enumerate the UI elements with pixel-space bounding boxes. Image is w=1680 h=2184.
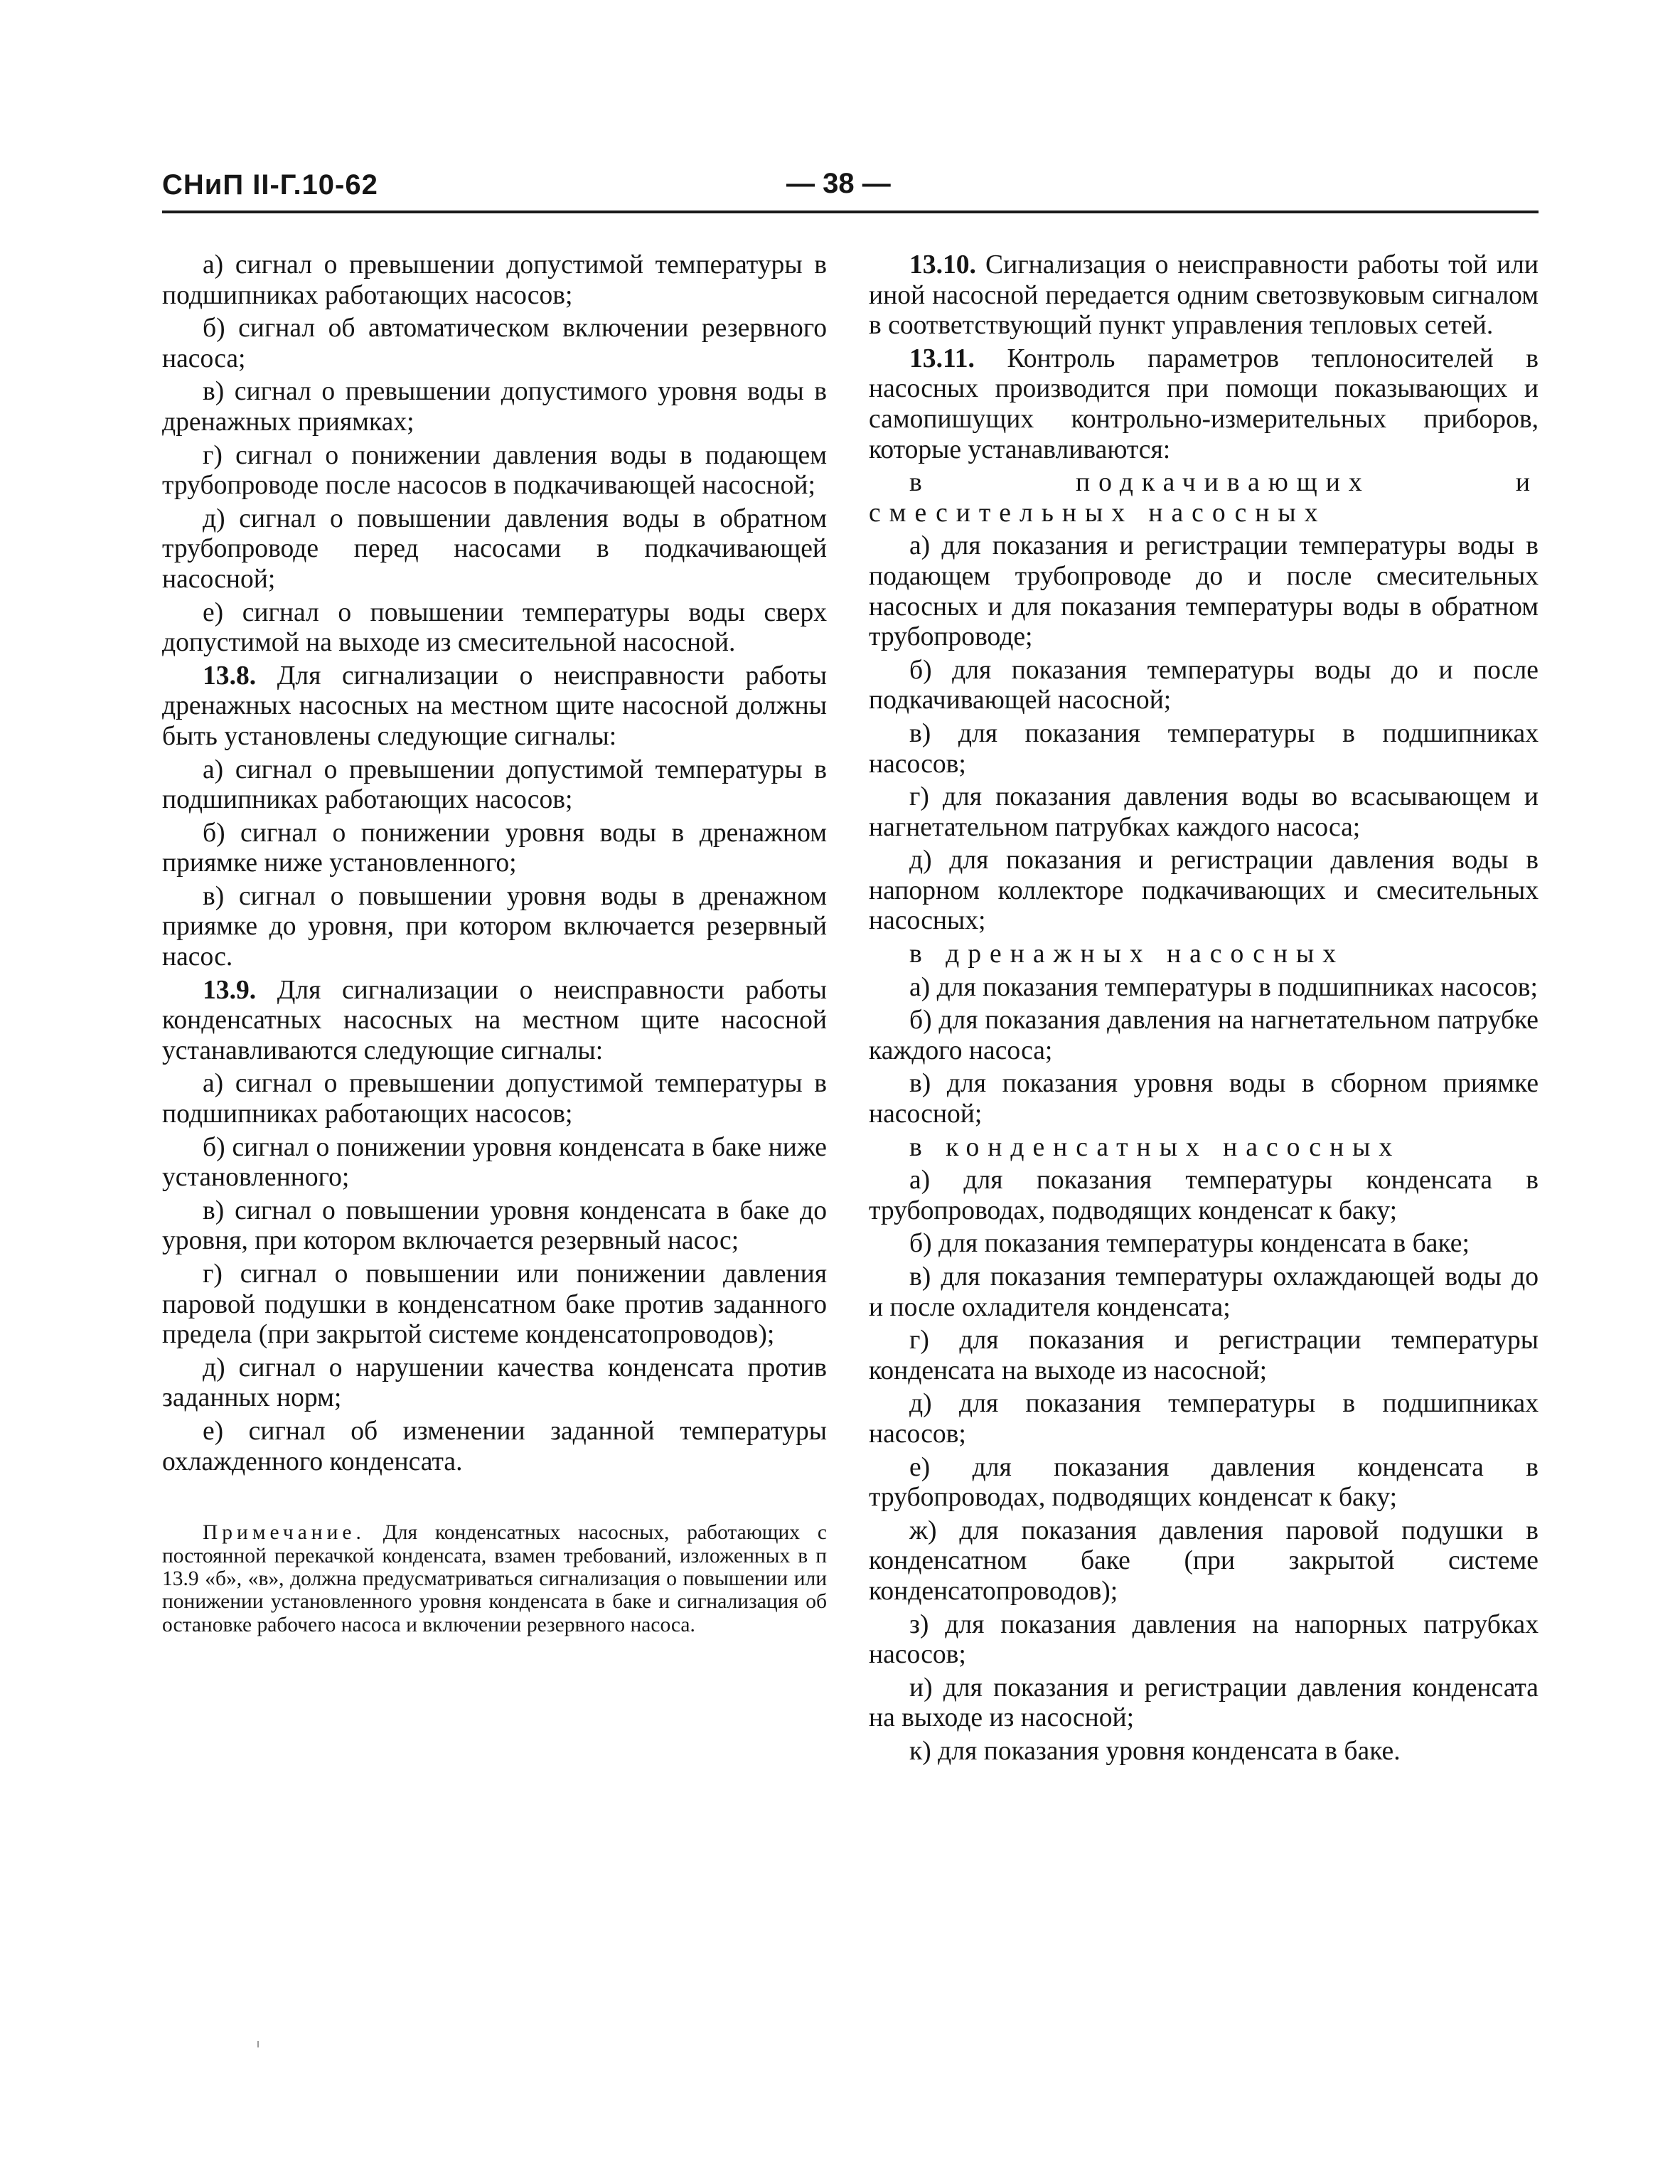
- list-item: а) сигнал о превышении допустимой температуры в подшипниках работающих насосов;: [162, 1069, 827, 1129]
- clause-number: 13.10.: [909, 250, 976, 279]
- clause-number: 13.8.: [203, 661, 257, 691]
- list-item: б) сигнал о понижении уровня конденсата в баке ниже установленного;: [162, 1132, 827, 1193]
- clause-number: 13.9.: [203, 975, 257, 1005]
- list-item: е) для показания давления конденсата в трубопроводах, подводящих конденсат к баку;: [869, 1452, 1539, 1513]
- clause-text: Для сигнализации о неисправности работы конденсатных насосных на местном щите насосной устанавливаются следующие сигналы:: [162, 975, 827, 1065]
- group-heading: в дренажных насосных: [909, 939, 1345, 969]
- list-item: г) для показания и регистрации температуры конденсата на выходе из насосной;: [869, 1326, 1539, 1385]
- list-item: г) для показания давления воды во всасывающем и нагнетательном патрубках каждого насоса;: [869, 782, 1539, 842]
- list-item: б) сигнал о понижении уровня воды в дренажном приямке ниже установленного;: [162, 818, 827, 878]
- list-item: ж) для показания давления паровой подушки в конденсатном баке (при закрытой системе конденсатопроводов);: [869, 1516, 1539, 1606]
- list-item: в) для показания уровня воды в сборном приямке насосной;: [869, 1069, 1539, 1129]
- scan-speck: [257, 2041, 259, 2047]
- list-item: в) сигнал о повышении уровня воды в дренажном приямке до уровня, при котором включается резервный насос.: [162, 881, 827, 972]
- group-heading: в конденсатных насосных: [909, 1132, 1401, 1162]
- list-item: е) сигнал об изменении заданной температуры охлажденного конденсата.: [162, 1416, 827, 1476]
- list-item: а) сигнал о превышении допустимой температуры в подшипниках работающих насосов;: [162, 250, 827, 310]
- clause-text: Сигнализация о неисправности работы той или иной насосной передается одним светозвуковым сигналом в соответствующий пункт управления тепловых сетей.: [869, 250, 1539, 341]
- list-item: д) для показания температуры в подшипниках насосов;: [869, 1389, 1539, 1449]
- clause-text: Контроль параметров теплоносителей в насосных производится при помощи показывающих и самопишущих контрольно-измерительных приборов, которые устанавливаются:: [869, 343, 1539, 464]
- clause-text: Для сигнализации о неисправности работы дренажных насосных на местном щите насосной должны быть установлены следующие сигналы:: [162, 661, 827, 751]
- list-item: и) для показания и регистрации давления конденсата на выходе из насосной;: [869, 1673, 1539, 1733]
- list-item: в) для показания температуры охлаждающей воды до и после охладителя конденсата;: [869, 1262, 1539, 1322]
- list-item: д) для показания и регистрации давления воды в напорном коллекторе подкачивающих и смесительных насосных;: [869, 846, 1539, 936]
- clause-13-9: [162, 976, 827, 1067]
- note-label: Примечание.: [203, 1521, 365, 1545]
- list-item: г) сигнал о понижении давления воды в подающем трубопроводе после насосов в подкачивающей насосной;: [162, 440, 827, 501]
- list-item: к) для показания уровня конденсата в баке.: [909, 1736, 1401, 1766]
- list-item: б) сигнал об автоматическом включении резервного насоса;: [162, 314, 827, 373]
- list-item: з) для показания давления на напорных патрубках насосов;: [869, 1609, 1539, 1670]
- list-item: д) сигнал о нарушении качества конденсата против заданных норм;: [162, 1353, 827, 1413]
- page-header: [162, 165, 1539, 211]
- list-item: б) для показания температуры конденсата в баке;: [909, 1229, 1470, 1259]
- clause-13-10: [869, 250, 1539, 341]
- list-item: в) сигнал о повышении уровня конденсата в баке до уровня, при котором включается резервный насос;: [162, 1195, 827, 1256]
- list-item: б) для показания температуры воды до и после подкачивающей насосной;: [869, 655, 1539, 715]
- document-code: СНиП II-Г.10-62: [162, 169, 378, 201]
- clause-13-8: [162, 661, 827, 752]
- list-item: в) сигнал о превышении допустимого уровня воды в дренажных приямках;: [162, 377, 827, 437]
- list-item: е) сигнал о повышении температуры воды сверх допустимой на выходе из смесительной насосной.: [162, 597, 827, 658]
- group-heading: в подкачивающих и смесительных насосных: [869, 468, 1539, 528]
- right-column: [869, 250, 1539, 1770]
- note-text: Для конденсатных насосных, работающих с постоянной перекачкой конденсата, взамен требований, изложенных в п 13.9 «б», «в», должна предусматриваться сигнализация о повышении или понижении установленного уровня конденсата в баке и сигнализация об остановке рабочего насоса и включении резервного насоса.: [162, 1521, 827, 1636]
- footnote: [162, 1521, 827, 1636]
- list-item: а) для показания и регистрации температуры воды в подающем трубопроводе до и после смесительных насосных и для показания температуры воды в обратном трубопроводе;: [869, 531, 1539, 652]
- list-item: а) сигнал о превышении допустимой температуры в подшипниках работающих насосов;: [162, 755, 827, 815]
- clause-number: 13.11.: [909, 343, 975, 373]
- header-rule: [162, 211, 1539, 213]
- list-item: г) сигнал о повышении или понижении давления паровой подушки в конденсатном баке против заданного предела (при закрытой системе конденсатопроводов);: [162, 1259, 827, 1350]
- list-item: в) для показания температуры в подшипниках насосов;: [869, 718, 1539, 779]
- list-item: б) для показания давления на нагнетательном патрубке каждого насоса;: [869, 1006, 1539, 1065]
- list-item: а) для показания температуры конденсата в трубопроводах, подводящих конденсат к баку;: [869, 1166, 1539, 1225]
- list-item: д) сигнал о повышении давления воды в обратном трубопроводе перед насосами в подкачивающей насосной;: [162, 504, 827, 594]
- list-item: а) для показания температуры в подшипниках насосов;: [909, 972, 1538, 1002]
- left-column: [162, 250, 827, 1639]
- page-number: — 38 —: [786, 168, 891, 199]
- clause-13-11: [869, 344, 1539, 465]
